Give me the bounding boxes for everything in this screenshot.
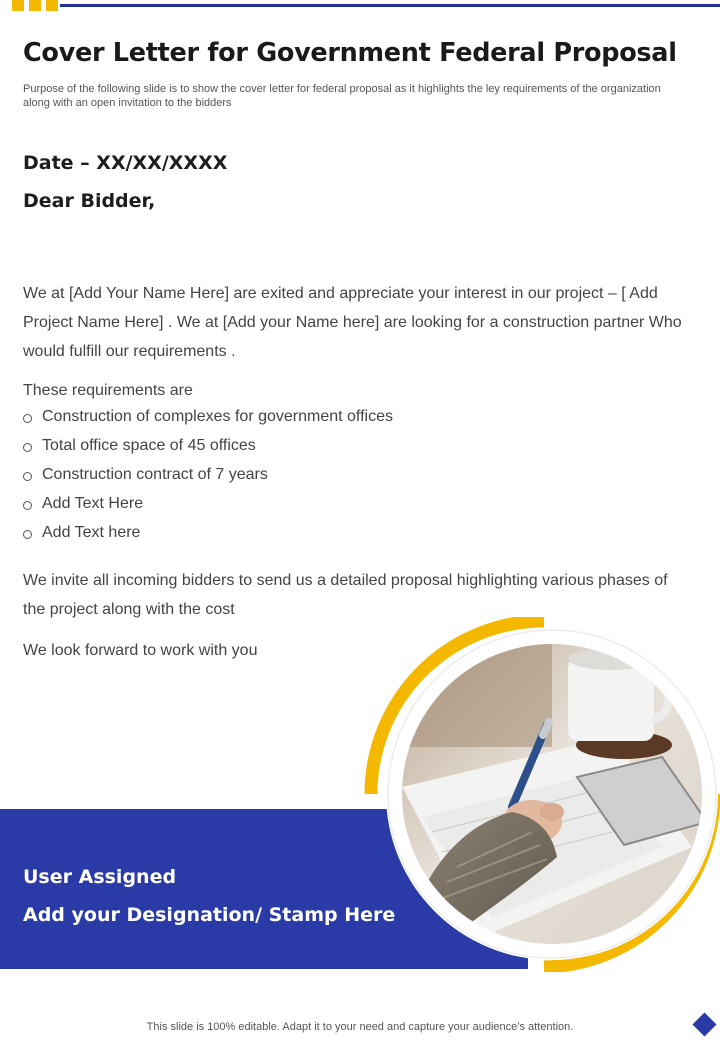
circle-bullet-icon — [23, 501, 32, 510]
letter-salutation: Dear Bidder, — [23, 190, 156, 212]
invite-paragraph: We invite all incoming bidders to send us a detailed proposal highlighting various phases of the project along with the cost — [23, 572, 668, 618]
circle-bullet-icon — [23, 414, 32, 423]
page-title: Cover Letter for Government Federal Proposal — [23, 38, 677, 68]
accent-square — [46, 0, 58, 11]
list-item: Add Text Here — [23, 489, 393, 518]
list-item: Construction contract of 7 years — [23, 461, 393, 490]
top-rule — [60, 4, 720, 7]
intro-paragraph: We at [Add Your Name Here] are exited and appreciate your interest in our project – [ Add Project Name Here] . We at [Add your Name here] are looking for a construction partner Who would fulfill our requirements . — [23, 285, 682, 360]
accent-square — [29, 0, 41, 11]
requirements-intro: These requirements are — [23, 382, 193, 399]
accent-square — [12, 0, 24, 11]
circle-bullet-icon — [23, 530, 32, 539]
requirements-list — [23, 403, 393, 547]
footer-note: This slide is 100% editable. Adapt it to your need and capture your audience’s attention. — [146, 1021, 574, 1033]
circle-bullet-icon — [23, 472, 32, 481]
letter-date: Date – XX/XX/XXXX — [23, 152, 228, 174]
list-item: Total office space of 45 offices — [23, 432, 393, 461]
list-item: Add Text here — [23, 518, 393, 547]
signature-designation: Add your Designation/ Stamp Here — [23, 904, 396, 926]
page-subtitle: Purpose of the following slide is to show the cover letter for federal proposal as it highlights the ley requirements of the organization along with an open invitation to the bidders — [23, 83, 661, 109]
circle-bullet-icon — [23, 443, 32, 452]
top-accent-squares — [12, 0, 58, 11]
list-item: Construction of complexes for government offices — [23, 403, 393, 432]
signature-name: User Assigned — [23, 866, 177, 888]
writing-photo-frame — [362, 617, 720, 972]
writing-photo-illustration — [362, 617, 720, 972]
closing-line: We look forward to work with you — [23, 642, 258, 659]
